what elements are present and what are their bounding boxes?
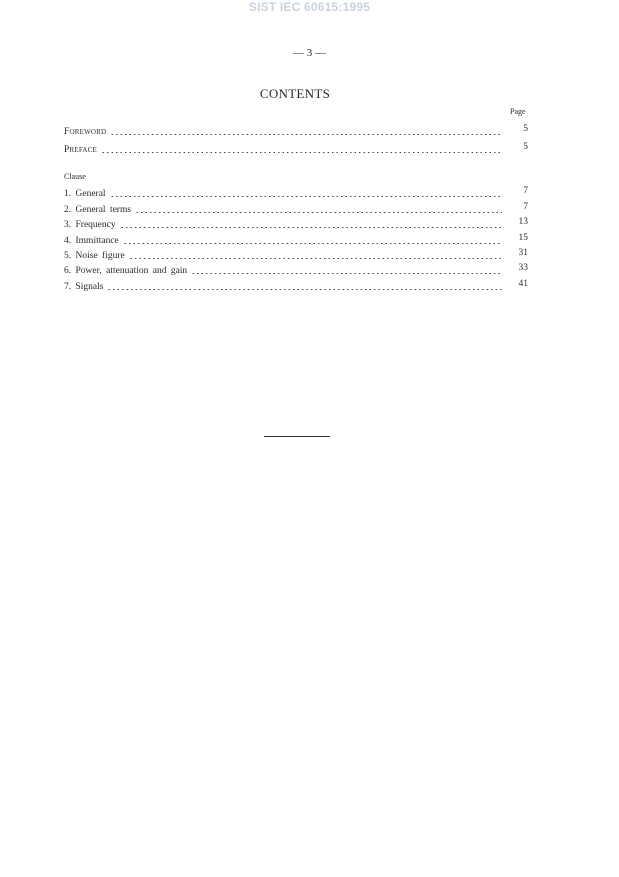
- toc-entry-label: 5. Noise figure: [64, 251, 125, 261]
- toc-entry-noise-figure[interactable]: [64, 248, 528, 262]
- toc-entry-label: Preface: [64, 145, 98, 155]
- toc-entry-label: 4. Immittance: [64, 236, 119, 246]
- dot-leader: [107, 288, 502, 291]
- dot-leader: [120, 226, 502, 229]
- dot-leader: [110, 133, 502, 136]
- page-title: CONTENTS: [259, 86, 331, 101]
- toc-entry-general-terms[interactable]: [64, 202, 528, 216]
- toc-entry-page: 7: [523, 202, 528, 212]
- toc-entry-label: 3. Frequency: [64, 220, 116, 230]
- toc-entry-power-attenuation-gain[interactable]: [64, 263, 528, 277]
- dot-leader: [135, 211, 502, 214]
- toc-entry-signals[interactable]: [64, 279, 528, 293]
- page-column-label: Page: [510, 107, 526, 116]
- page-number: — 3 —: [293, 47, 326, 59]
- toc-entry-page: 5: [523, 124, 528, 134]
- document-watermark: SIST IEC 60615:1995: [248, 0, 371, 14]
- dot-leader: [110, 195, 502, 198]
- dot-leader: [129, 257, 502, 260]
- toc-entry-page: 13: [518, 217, 528, 227]
- dot-leader: [191, 272, 502, 275]
- toc-entry-label: Foreword: [64, 127, 107, 137]
- toc-entry-general[interactable]: [64, 186, 528, 200]
- toc-entry-page: 7: [523, 186, 528, 196]
- dot-leader: [101, 151, 502, 154]
- toc-entry-label: 6. Power, attenuation and gain: [64, 266, 188, 276]
- dot-leader: [123, 242, 502, 245]
- toc-entry-page: 33: [518, 263, 528, 273]
- toc-entry-label: 7. Signals: [64, 282, 104, 292]
- toc-entry-immittance[interactable]: [64, 233, 528, 247]
- toc-entry-preface[interactable]: [64, 142, 528, 156]
- clause-column-label: Clause: [64, 172, 86, 181]
- toc-entry-frequency[interactable]: [64, 217, 528, 231]
- toc-entry-label: 2. General terms: [64, 205, 132, 215]
- toc-entry-foreword[interactable]: [64, 124, 528, 138]
- toc-entry-page: 31: [518, 248, 528, 258]
- toc-entry-page: 15: [518, 233, 528, 243]
- toc-entry-label: 1. General: [64, 189, 106, 199]
- toc-entry-page: 41: [518, 279, 528, 289]
- end-divider: [264, 436, 330, 437]
- toc-entry-page: 5: [523, 142, 528, 152]
